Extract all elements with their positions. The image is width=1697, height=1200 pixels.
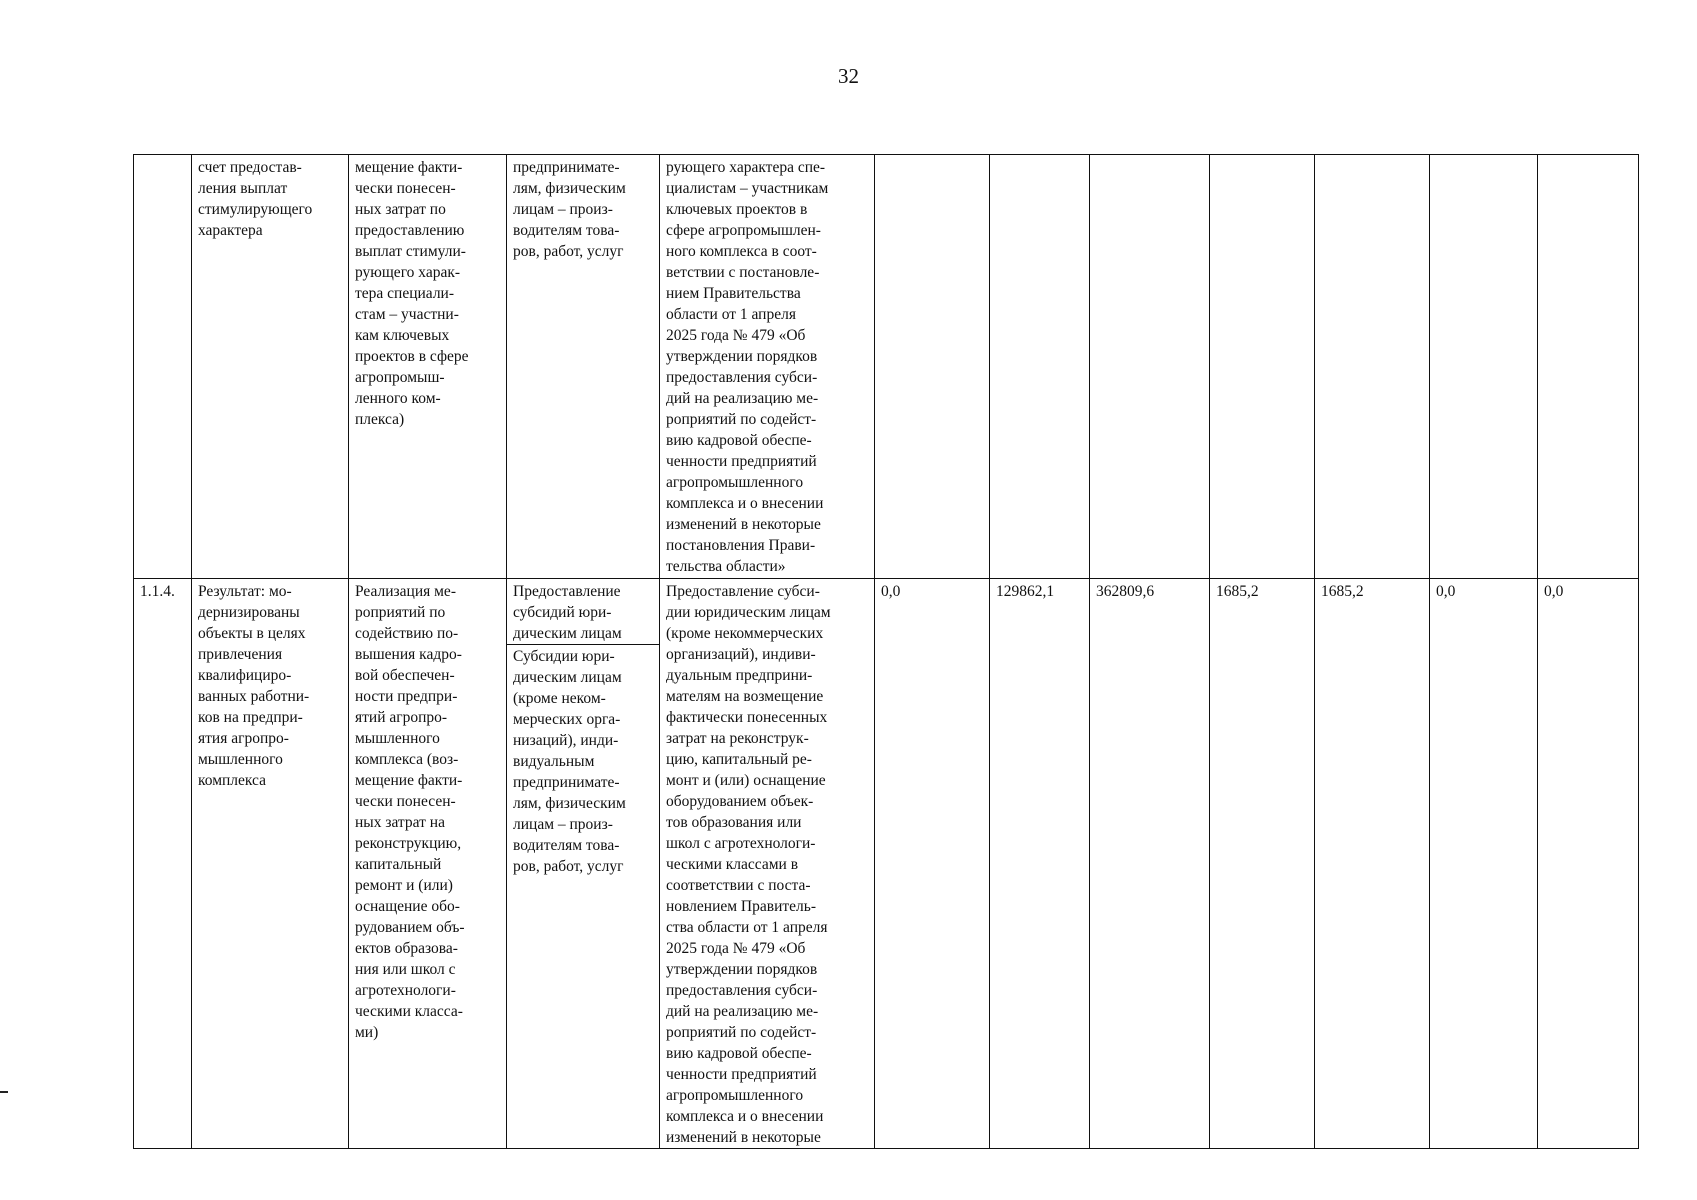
event-cell-line: выплат стимули- <box>355 243 466 260</box>
event-cell-line: комплекса (воз- <box>355 751 459 768</box>
recipient-bottom-block <box>513 645 653 877</box>
event-cell-line: мещение факти- <box>355 772 463 789</box>
description-cell-line: предоставления субси- <box>666 369 818 386</box>
recipient-line: Предоставление <box>513 583 621 600</box>
event-cell-line: ческими класса- <box>355 1003 463 1020</box>
result-cell-line: ления выплат <box>198 180 288 197</box>
event-cell-line: плекса) <box>355 411 405 428</box>
event-cell-line: стам – участни- <box>355 306 459 323</box>
description-cell-line: Предоставление субси- <box>666 583 820 600</box>
description-cell-line: циалистам – участникам <box>666 180 829 197</box>
page-number: 32 <box>838 64 859 88</box>
event-cell-line: чески понесен- <box>355 793 456 810</box>
table-row <box>134 579 1639 1149</box>
amount-cell <box>1538 155 1639 579</box>
result-cell-line: дернизированы <box>198 604 300 621</box>
description-cell-line: ного комплекса в соот- <box>666 243 817 260</box>
amount-cell <box>990 155 1090 579</box>
recipient-top-block <box>513 157 653 262</box>
event-cell <box>349 579 507 1149</box>
event-cell-line: ятий агропро- <box>355 709 448 726</box>
description-cell-line: дий на реализацию ме- <box>666 1003 819 1020</box>
recipient-line: мерческих орга- <box>513 711 621 728</box>
result-cell-line: комплекса <box>198 772 267 789</box>
event-cell-line: чески понесен- <box>355 180 456 197</box>
event-cell-line: проектов в сфере <box>355 348 469 365</box>
scan-margin-mark <box>0 1091 8 1093</box>
description-cell-line: дий на реализацию ме- <box>666 390 819 407</box>
result-cell <box>192 579 349 1149</box>
description-cell-line: новлением Правитель- <box>666 898 816 915</box>
description-cell-line: ческими классами в <box>666 856 799 873</box>
event-cell-line: мещение факти- <box>355 159 463 176</box>
description-cell-line: (кроме некоммерческих <box>666 625 824 642</box>
result-cell-line: характера <box>198 222 263 239</box>
description-cell-line: затрат на реконструк- <box>666 730 809 747</box>
description-cell-line: фактически понесенных <box>666 709 828 726</box>
description-cell-line: оборудованием объек- <box>666 793 814 810</box>
recipient-cell <box>507 579 660 1149</box>
description-cell-line: комплекса и о внесении <box>666 495 824 512</box>
recipient-line: лицам – произ- <box>513 816 613 833</box>
recipient-line: видуальным <box>513 753 595 770</box>
description-cell <box>660 155 875 579</box>
description-cell-line: области от 1 апреля <box>666 306 796 323</box>
description-cell-line: роприятий по содейст- <box>666 1024 817 1041</box>
amount-cell: 1685,2 <box>1315 579 1430 1149</box>
amount-cell <box>1090 155 1210 579</box>
description-cell-line: ключевых проектов в <box>666 201 808 218</box>
description-cell-line: сфере агропромышлен- <box>666 222 821 239</box>
description-cell-line: мателям на возмещение <box>666 688 824 705</box>
description-cell-line: нием Правительства <box>666 285 801 302</box>
recipient-line: водителям това- <box>513 837 620 854</box>
amount-cell <box>1315 155 1430 579</box>
result-cell-line: Результат: мо- <box>198 583 292 600</box>
result-cell-line: мышленного <box>198 751 283 768</box>
event-cell-line: кам ключевых <box>355 327 450 344</box>
event-cell <box>349 155 507 579</box>
row-number-cell <box>134 155 192 579</box>
description-cell-line: рующего характера спе- <box>666 159 826 176</box>
description-cell <box>660 579 875 1149</box>
table-row <box>134 155 1639 579</box>
event-cell-line: ленного ком- <box>355 390 441 407</box>
recipient-cell <box>507 155 660 579</box>
recipient-top-block <box>507 581 659 645</box>
row-number-cell-line: 1.1.4. <box>140 583 175 600</box>
event-cell-line: роприятий по <box>355 604 446 621</box>
event-cell-line: реконструкцию, <box>355 835 462 852</box>
amount-cell <box>1430 155 1538 579</box>
event-cell-line: ных затрат по <box>355 201 446 218</box>
description-cell-line: 2025 года № 479 «Об <box>666 940 806 957</box>
description-cell-line: дуальным предприни- <box>666 667 813 684</box>
event-cell-line: ности предпри- <box>355 688 458 705</box>
event-cell-line: Реализация ме- <box>355 583 456 600</box>
description-cell-line: 2025 года № 479 «Об <box>666 327 806 344</box>
amount-cell <box>875 155 990 579</box>
result-cell-line: ков на предпри- <box>198 709 303 726</box>
description-cell-line: дии юридическим лицам <box>666 604 831 621</box>
event-cell-line: вышения кадро- <box>355 646 462 663</box>
description-cell-line: ветствии с постановле- <box>666 264 820 281</box>
event-cell-line: рудованием объ- <box>355 919 465 936</box>
description-cell-line: постановления Прави- <box>666 537 816 554</box>
recipient-line: дическим лицам <box>513 669 622 686</box>
event-cell-line: ремонт и (или) <box>355 877 453 894</box>
description-cell-line: роприятий по содейст- <box>666 411 817 428</box>
description-cell-line: предоставления субси- <box>666 982 818 999</box>
recipient-line: Субсидии юри- <box>513 648 615 665</box>
result-cell <box>192 155 349 579</box>
event-cell-line: содействию по- <box>355 625 459 642</box>
recipient-line: предпринимате- <box>513 774 620 791</box>
event-cell-line: агротехнологи- <box>355 982 456 999</box>
recipient-line: ров, работ, услуг <box>513 243 624 260</box>
description-cell-line: утверждении порядков <box>666 961 818 978</box>
amount-cell: 0,0 <box>1430 579 1538 1149</box>
amount-cell: 129862,1 <box>990 579 1090 1149</box>
recipient-line: водителям това- <box>513 222 620 239</box>
event-cell-line: агропромыш- <box>355 369 445 386</box>
description-cell-line: организаций), индиви- <box>666 646 816 663</box>
result-cell-line: объекты в целях <box>198 625 306 642</box>
result-cell-line: счет предостав- <box>198 159 302 176</box>
recipient-line: дическим лицам <box>513 625 622 642</box>
description-cell-line: агропромышленного <box>666 1087 804 1104</box>
event-cell-line: ектов образова- <box>355 940 458 957</box>
event-cell-line: ми) <box>355 1024 379 1041</box>
description-cell-line: ченности предприятий <box>666 453 817 470</box>
description-cell-line: ства области от 1 апреля <box>666 919 828 936</box>
amount-cell: 0,0 <box>875 579 990 1149</box>
result-cell-line: ванных работни- <box>198 688 310 705</box>
recipient-line: ров, работ, услуг <box>513 858 624 875</box>
amount-cell: 362809,6 <box>1090 579 1210 1149</box>
event-cell-line: ных затрат на <box>355 814 445 831</box>
amount-cell: 0,0 <box>1538 579 1639 1149</box>
recipient-line: низаций), инди- <box>513 732 619 749</box>
description-cell-line: соответствии с поста- <box>666 877 811 894</box>
result-cell-line: стимулирующего <box>198 201 313 218</box>
amount-cell: 1685,2 <box>1210 579 1315 1149</box>
recipient-line: лям, физическим <box>513 795 626 812</box>
event-cell-line: капитальный <box>355 856 442 873</box>
description-cell-line: агропромышленного <box>666 474 804 491</box>
result-cell-line: ятия агропро- <box>198 730 289 747</box>
description-cell-line: цию, капитальный ре- <box>666 751 812 768</box>
description-cell-line: изменений в некоторые <box>666 1129 821 1146</box>
description-cell-line: утверждении порядков <box>666 348 818 365</box>
recipient-line: предпринимате- <box>513 159 620 176</box>
event-cell-line: оснащение обо- <box>355 898 460 915</box>
description-cell-line: ченности предприятий <box>666 1066 817 1083</box>
event-cell-line: ния или школ с <box>355 961 456 978</box>
event-cell-line: мышленного <box>355 730 440 747</box>
event-cell-line: тера специали- <box>355 285 455 302</box>
description-cell-line: монт и (или) оснащение <box>666 772 826 789</box>
recipient-line: субсидий юри- <box>513 604 612 621</box>
description-cell-line: комплекса и о внесении <box>666 1108 824 1125</box>
description-cell-line: школ с агротехнологи- <box>666 835 816 852</box>
row-number-cell <box>134 579 192 1149</box>
event-cell-line: вой обеспечен- <box>355 667 455 684</box>
description-cell-line: вию кадровой обеспе- <box>666 1045 812 1062</box>
budget-table <box>133 154 1639 1149</box>
amount-cell <box>1210 155 1315 579</box>
recipient-line: лям, физическим <box>513 180 626 197</box>
description-cell-line: тельства области» <box>666 558 786 575</box>
recipient-line: лицам – произ- <box>513 201 613 218</box>
description-cell-line: вию кадровой обеспе- <box>666 432 812 449</box>
result-cell-line: привлечения <box>198 646 283 663</box>
recipient-line: (кроме неком- <box>513 690 606 707</box>
result-cell-line: квалифициро- <box>198 667 292 684</box>
event-cell-line: рующего харак- <box>355 264 461 281</box>
event-cell-line: предоставлению <box>355 222 465 239</box>
description-cell-line: изменений в некоторые <box>666 516 821 533</box>
description-cell-line: тов образования или <box>666 814 802 831</box>
